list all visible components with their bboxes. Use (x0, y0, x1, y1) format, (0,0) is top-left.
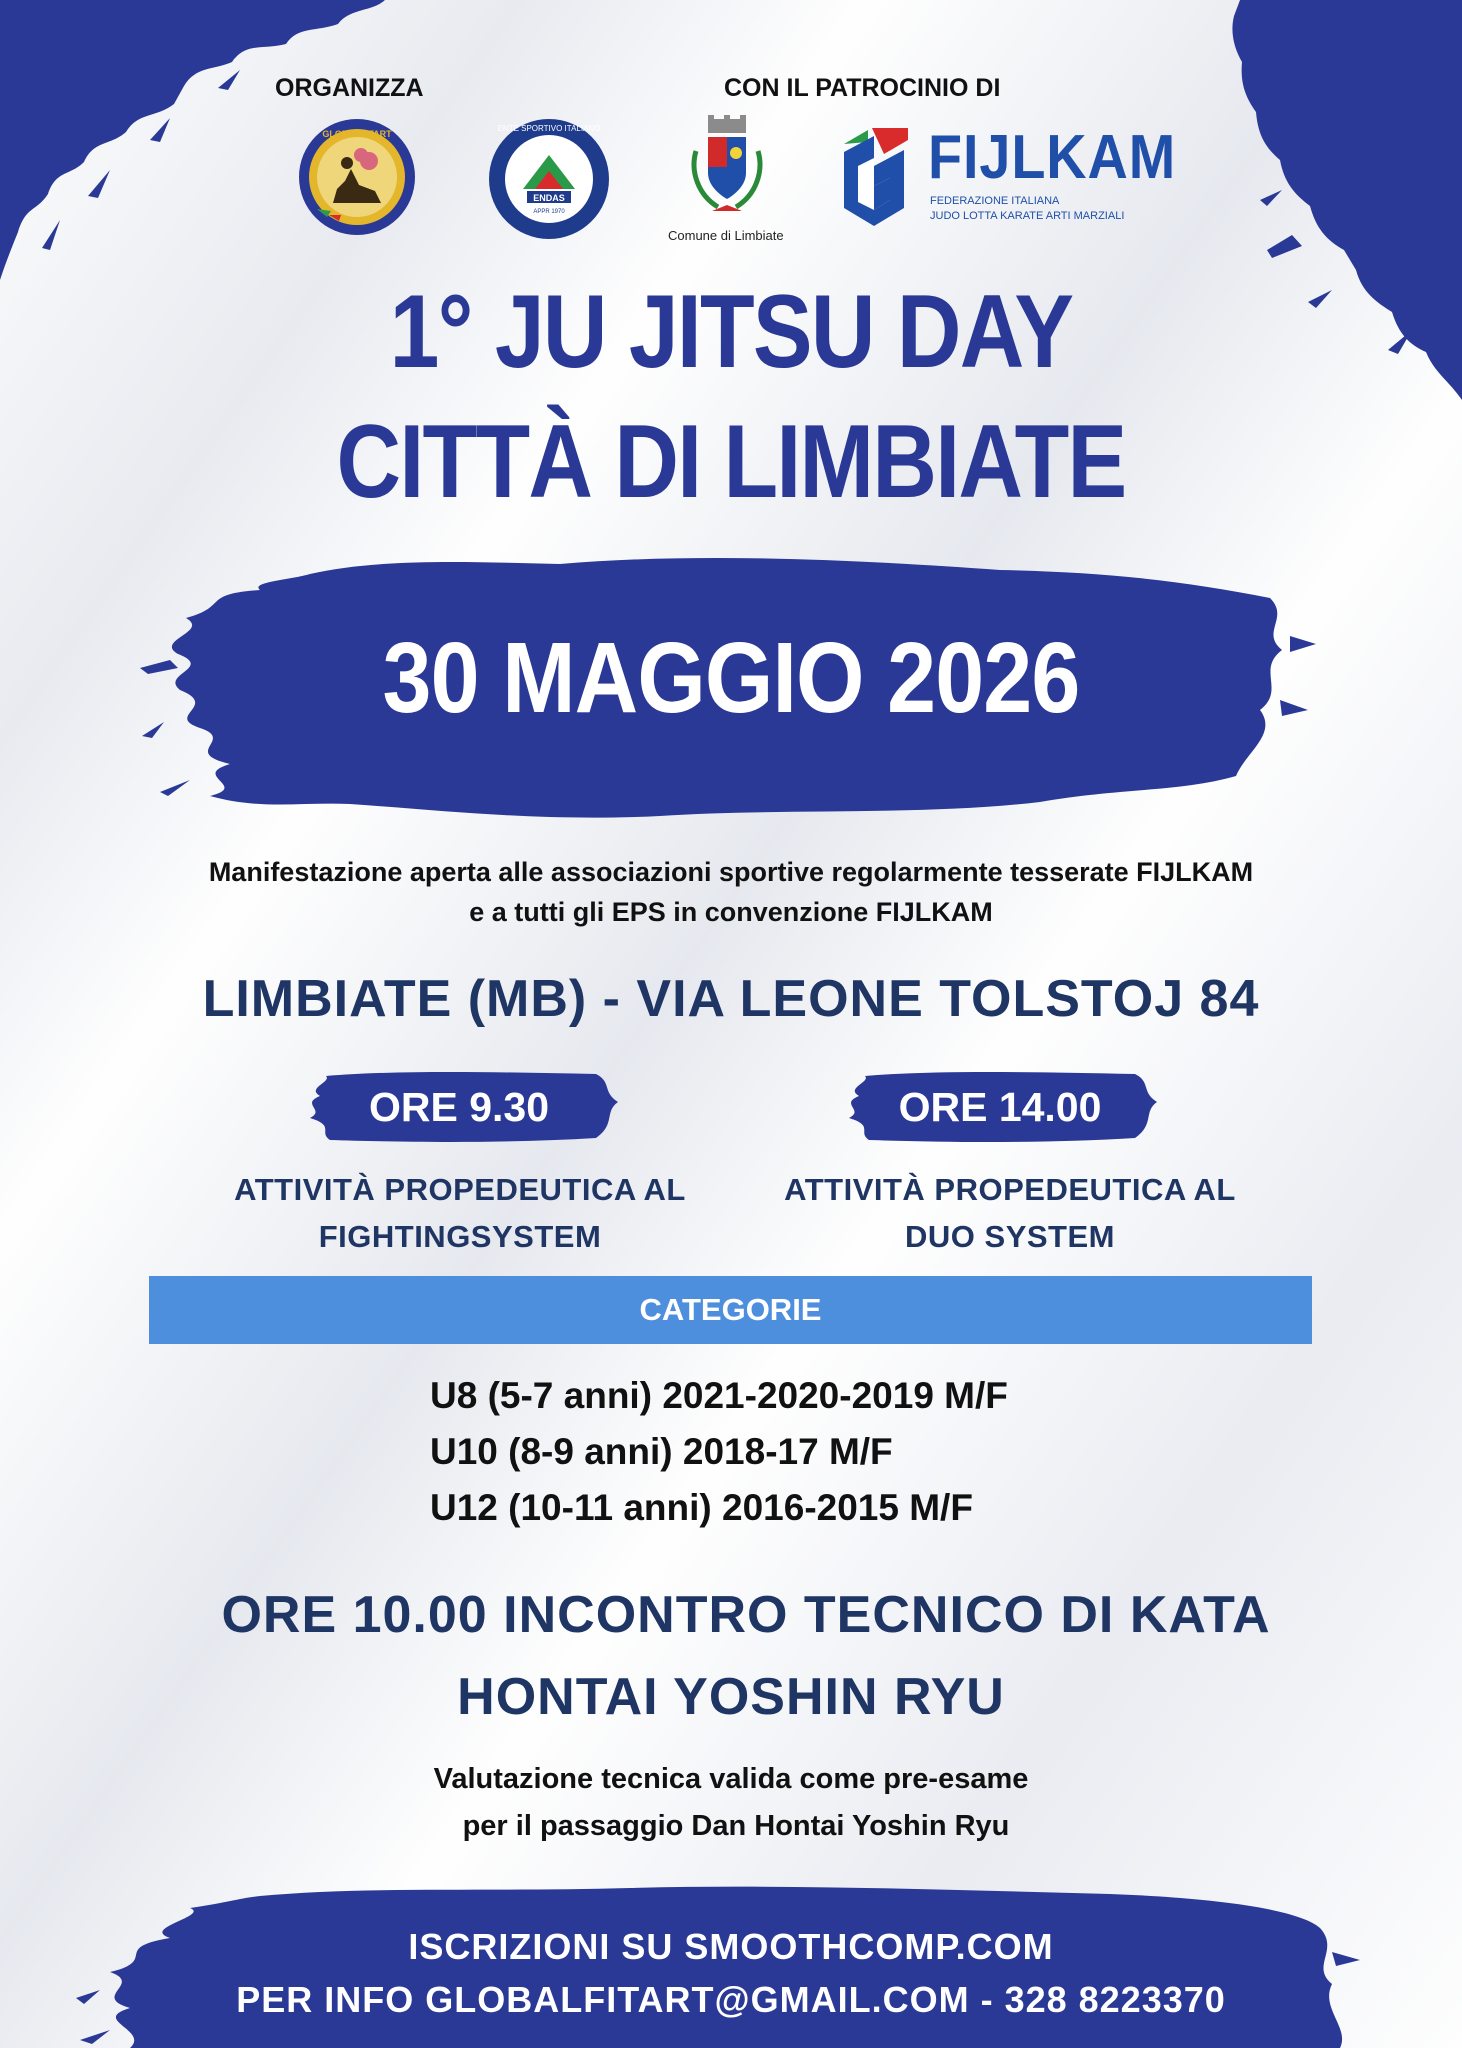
category-u12: U12 (10-11 anni) 2016-2015 M/F (430, 1487, 973, 1528)
kata-note (0, 1756, 1462, 1850)
session-desc-2-line2: DUO SYSTEM (905, 1219, 1115, 1254)
footer-registration: ISCRIZIONI SU SMOOTHCOMP.COM (408, 1926, 1054, 1967)
footer-text (0, 1920, 1462, 2026)
footer-contact: PER INFO GLOBALFITART@GMAIL.COM - 328 8223370 (236, 1979, 1226, 2020)
session-desc-1 (190, 1166, 730, 1260)
session-desc-2 (740, 1166, 1280, 1260)
description-line2: e a tutti gli EPS in convenzione FIJLKAM (469, 897, 993, 927)
globalfitart-logo (297, 117, 417, 237)
session-time-1: ORE 9.30 (368, 1084, 550, 1130)
event-date: 30 MAGGIO 2026 (382, 622, 1080, 734)
session-desc-1-line1: ATTIVITÀ PROPEDEUTICA AL (234, 1172, 686, 1207)
endas-logo (487, 117, 611, 241)
kata-section (0, 1574, 1462, 1738)
fijlkam-emblem (838, 122, 914, 234)
endas-inner-text: ENDAS (533, 193, 565, 203)
comune-caption: Comune di Limbiate (668, 228, 784, 243)
kata-note-line1: Valutazione tecnica valida come pre-esame (433, 1763, 1029, 1795)
event-address: LIMBIATE (MB) - VIA LEONE TOLSTOJ 84 (202, 970, 1260, 1028)
svg-text:★: ★ (505, 175, 514, 186)
fijlkam-subtitle-line2: JUDO LOTTA KARATE ARTI MARZIALI (930, 210, 1125, 222)
kata-line2: HONTAI YOSHIN RYU (457, 1668, 1005, 1726)
fijlkam-subtitle-line1: FEDERAZIONE ITALIANA (930, 195, 1060, 207)
categories-header: CATEGORIE (149, 1276, 1312, 1344)
session-desc-1-line2: FIGHTINGSYSTEM (318, 1219, 602, 1254)
globalfitart-ring-text: GLOBALFITART (322, 129, 392, 139)
fijlkam-subtitle (930, 194, 1124, 224)
kata-note-line2: per il passaggio Dan Hontai Yoshin Ryu (462, 1810, 1010, 1842)
category-u10: U10 (8-9 anni) 2018-17 M/F (430, 1431, 893, 1472)
patrocinio-label: CON IL PATROCINIO DI (724, 74, 1001, 102)
category-u8: U8 (5-7 anni) 2021-2020-2019 M/F (430, 1375, 1008, 1416)
svg-text:★: ★ (583, 175, 592, 186)
comune-limbiate-crest (686, 115, 768, 223)
event-title-line2: CITTÀ DI LIMBIATE (336, 404, 1126, 520)
fijlkam-wordmark: FIJLKAM (928, 123, 1177, 192)
description-line1: Manifestazione aperta alle associazioni sportive regolarmente tesserate FIJLKAM (208, 857, 1254, 887)
endas-ring-text: ENTE SPORTIVO ITALIANO (497, 124, 601, 133)
event-description (0, 852, 1462, 932)
session-time-2: ORE 14.00 (898, 1084, 1102, 1130)
session-desc-2-line1: ATTIVITÀ PROPEDEUTICA AL (784, 1172, 1236, 1207)
kata-line1: ORE 10.00 INCONTRO TECNICO DI KATA (221, 1586, 1271, 1644)
organizza-label: ORGANIZZA (275, 74, 424, 102)
event-title-line1: 1° JU JITSU DAY (389, 274, 1073, 390)
endas-sub-text: APPR 1970 (533, 209, 565, 215)
